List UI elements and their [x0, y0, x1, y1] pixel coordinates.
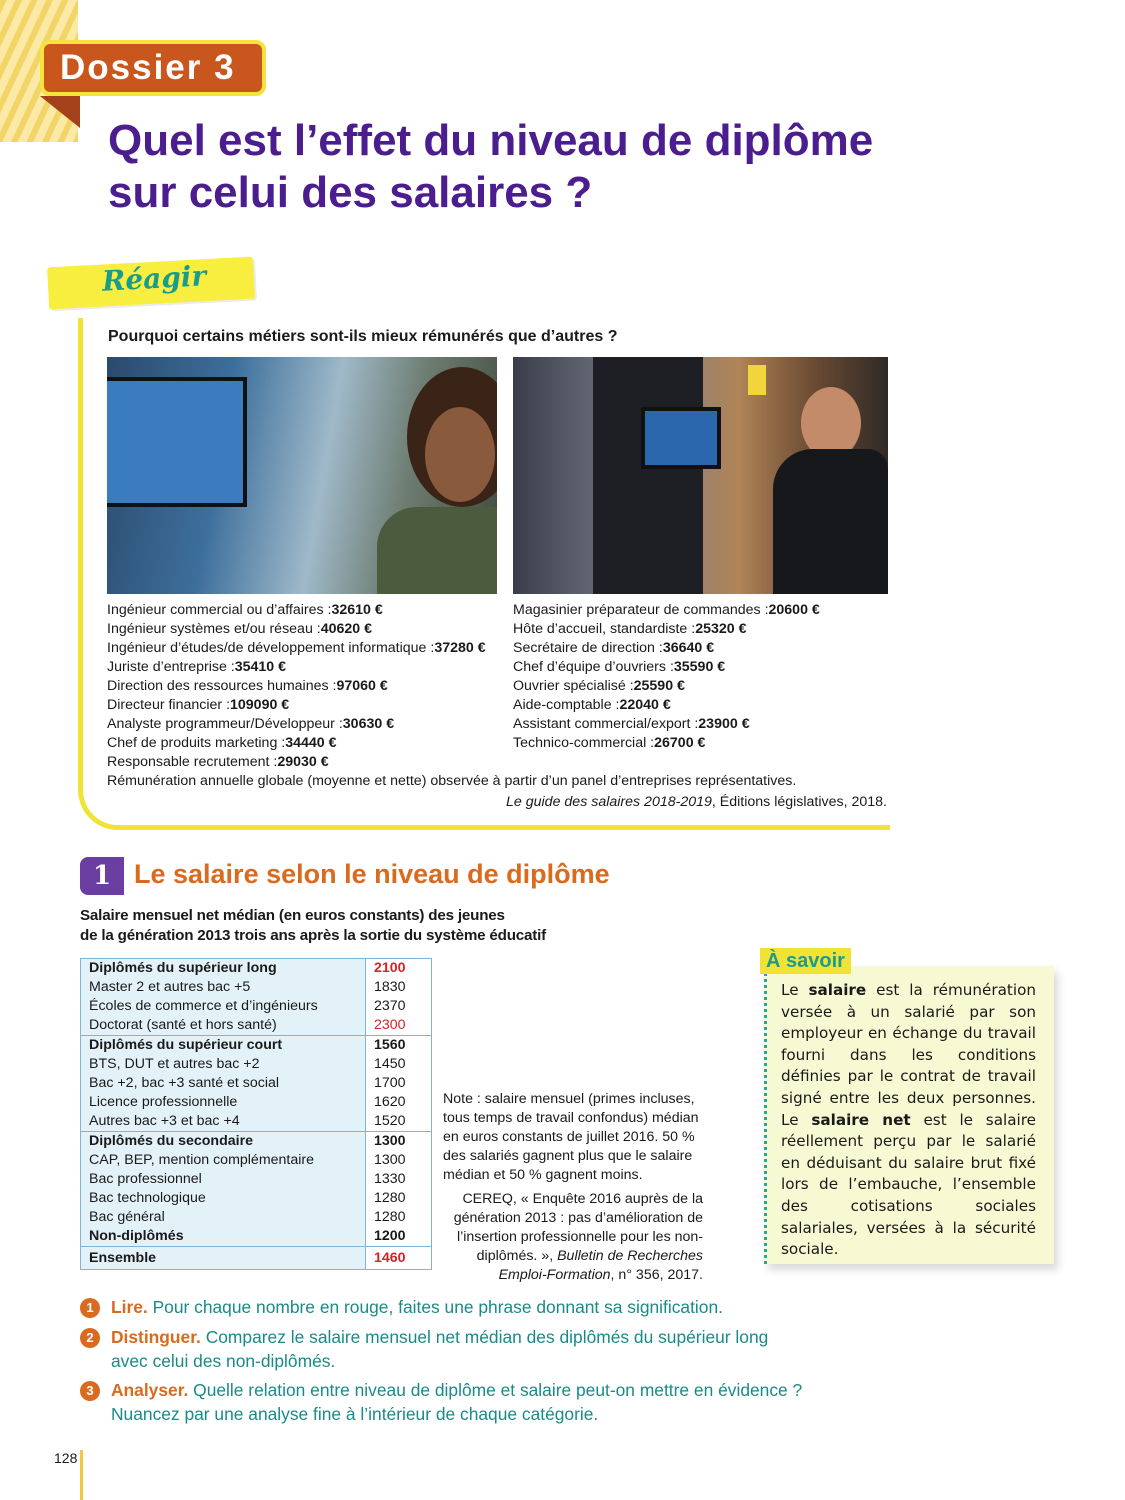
table-group — [81, 1132, 431, 1247]
table-cell-label: Bac professionnel — [81, 1170, 365, 1189]
job-title: Secrétaire de direction : — [513, 640, 663, 656]
job-salary: 30630 € — [342, 716, 395, 732]
job-salary: 97060 € — [336, 678, 388, 694]
table-cell-value: 1620 — [365, 1093, 431, 1112]
table-cell-label: BTS, DUT et autres bac +2 — [81, 1055, 365, 1074]
job-salary: 20600 € — [768, 602, 820, 618]
job-salary: 23900 € — [698, 716, 750, 732]
table-cell-value: 1300 — [365, 1151, 431, 1170]
savoir-t3: est le salaire réellement perçu par le salarié en déduisant du salaire brut fixé lors de l’embauche, l’ensemble des cotisations sociales salariales, versées à la sécurité sociale. — [781, 1110, 1037, 1259]
table-cell-value: 1300 — [365, 1132, 431, 1151]
page-bar — [80, 1450, 83, 1500]
job-title: Ingénieur d’études/de développement informatique : — [107, 640, 435, 656]
job-salary-item — [513, 715, 893, 734]
question-verb: Distinguer. — [111, 1327, 201, 1347]
table-row — [81, 1132, 431, 1151]
job-salary-item — [107, 696, 507, 715]
table-cell-value: 2100 — [365, 959, 431, 978]
job-salary: 40620 € — [320, 621, 373, 637]
reagir-question: Pourquoi certains métiers sont-ils mieux rémunérés que d’autres ? — [108, 328, 618, 345]
job-title: Ouvrier spécialisé : — [513, 678, 634, 694]
job-salary-item — [513, 658, 893, 677]
table-cell-label: Licence professionnelle — [81, 1093, 365, 1112]
table-caption — [80, 906, 580, 946]
cereq-source — [430, 1190, 703, 1285]
table-row — [81, 1074, 431, 1093]
table-cell-value: 1280 — [365, 1189, 431, 1208]
table-row — [81, 1036, 431, 1055]
page-number: 128 — [54, 1450, 78, 1466]
table-cell-value: 1700 — [365, 1074, 431, 1093]
table-cell-label: Bac technologique — [81, 1189, 365, 1208]
section-title: Le salaire selon le niveau de diplôme — [134, 859, 610, 889]
cereq-source-pre: CEREQ, « Enquête 2016 auprès de la génération 2013 : pas d’amélioration de l’insertion professionnelle pour les non-diplômés. », — [453, 1191, 703, 1264]
table-row — [81, 1170, 431, 1189]
guide-source-title: Le guide des salaires 2018-2019 — [506, 794, 712, 810]
table-note: Note : salaire mensuel (primes incluses, tous temps de travail confondus) médian en euros constants de juillet 2016. 50 % des salariés gagnent plus que le salaire médian et 50 % gagnent moins. — [443, 1091, 699, 1183]
question-number: 2 — [80, 1328, 100, 1348]
table-cell-label: Diplômés du secondaire — [81, 1132, 365, 1151]
job-salary: 37280 € — [434, 640, 486, 656]
savoir-t1: Le — [781, 981, 809, 999]
table-cell-value: 2370 — [365, 997, 431, 1016]
job-title: Chef de produits marketing : — [107, 735, 286, 751]
table-cell-label: Autres bac +3 et bac +4 — [81, 1112, 365, 1131]
table-cell-label: Non-diplômés — [81, 1227, 365, 1246]
question-number: 3 — [80, 1381, 100, 1401]
job-salary-item — [107, 734, 507, 753]
job-salary: 32610 € — [331, 602, 383, 618]
question-item — [80, 1325, 780, 1373]
question-text: Pour chaque nombre en rouge, faites une phrase donnant sa signification. — [147, 1297, 723, 1317]
table-row — [81, 1189, 431, 1208]
table-cell-label: Bac général — [81, 1208, 365, 1227]
guide-source — [506, 794, 887, 810]
job-title: Responsable recrutement : — [107, 754, 278, 770]
job-salary: 29030 € — [277, 754, 329, 770]
cereq-source-post: , n° 356, 2017. — [610, 1267, 703, 1283]
job-title: Magasinier préparateur de commandes : — [513, 602, 769, 618]
table-cell-value: 1560 — [365, 1036, 431, 1055]
salary-table — [80, 958, 432, 1270]
savoir-term-salaire: salaire — [808, 981, 867, 999]
table-cell-value: 1330 — [365, 1170, 431, 1189]
table-row — [81, 978, 431, 997]
dossier-tab: Dossier 3 — [40, 40, 266, 96]
savoir-label: À savoir — [760, 948, 851, 974]
job-title: Direction des ressources humaines : — [107, 678, 337, 694]
question-text: Quelle relation entre niveau de diplôme et salaire peut-on mettre en évidence ? Nuancez par une analyse fine à l’intérieur de chaque catégorie. — [111, 1380, 803, 1424]
caption-line-1: Salaire mensuel net médian (en euros constants) des jeunes — [80, 907, 505, 924]
job-salary-item — [513, 734, 893, 753]
table-cell-value: 1280 — [365, 1208, 431, 1227]
table-cell-label: Bac +2, bac +3 santé et social — [81, 1074, 365, 1093]
savoir-term-salaire-net: salaire net — [811, 1110, 911, 1129]
job-salary: 35590 € — [673, 659, 726, 675]
job-salary: 26700 € — [654, 735, 706, 751]
caption-line-2: de la génération 2013 trois ans après la sortie du système éducatif — [80, 927, 547, 944]
table-cell-value: 1520 — [365, 1112, 431, 1131]
title-line-2: sur celui des salaires ? — [108, 168, 593, 217]
table-cell-value: 1200 — [365, 1227, 431, 1246]
reagir-label: Réagir — [101, 259, 207, 298]
table-cell-label: Doctorat (santé et hors santé) — [81, 1016, 365, 1035]
title-line-1: Quel est l’effet du niveau de diplôme — [108, 116, 874, 165]
cereq-source-journal: Bulletin de Recherches Emploi-Formation — [498, 1248, 703, 1283]
job-salary-item — [107, 620, 507, 639]
job-salary: 25320 € — [695, 621, 747, 637]
table-cell-value: 1460 — [365, 1247, 431, 1269]
table-cell-label: Écoles de commerce et d’ingénieurs — [81, 997, 365, 1016]
table-row — [81, 1247, 431, 1269]
job-salary-item — [513, 696, 893, 715]
job-salary-item — [107, 639, 507, 658]
question-verb: Analyser. — [111, 1380, 189, 1400]
job-salary-list-right — [513, 601, 893, 753]
job-title: Aide-comptable : — [513, 697, 620, 713]
job-title: Assistant commercial/export : — [513, 716, 699, 732]
job-salary: 109090 € — [230, 697, 290, 713]
job-title: Chef d’équipe d’ouvriers : — [513, 659, 674, 675]
question-verb: Lire. — [111, 1297, 148, 1317]
table-cell-label: Master 2 et autres bac +5 — [81, 978, 365, 997]
table-cell-label: Diplômés du supérieur court — [81, 1036, 365, 1055]
table-group — [81, 1036, 431, 1132]
table-row — [81, 1112, 431, 1131]
job-salary-item — [513, 601, 893, 620]
job-title: Technico-commercial : — [513, 735, 655, 751]
job-salary: 36640 € — [662, 640, 715, 656]
section-number: 1 — [80, 857, 124, 895]
job-salary: 22040 € — [619, 697, 671, 713]
job-salary-item — [107, 715, 507, 734]
job-salary-item — [107, 658, 507, 677]
remuneration-note: Rémunération annuelle globale (moyenne et nette) observée à partir d’un panel d’entreprises représentatives. — [107, 773, 797, 789]
table-row — [81, 1093, 431, 1112]
table-row — [81, 1208, 431, 1227]
job-title: Hôte d’accueil, standardiste : — [513, 621, 696, 637]
table-cell-value: 1450 — [365, 1055, 431, 1074]
savoir-t2: est la rémunération versée à un salarié par son employeur en échange du travail fourni dans les conditions définies par le contrat de travail signé entre les deux personnes. Le — [781, 981, 1036, 1129]
table-row — [81, 1151, 431, 1170]
table-row — [81, 997, 431, 1016]
question-item — [80, 1378, 820, 1426]
job-salary: 35410 € — [234, 659, 287, 675]
job-salary-item — [513, 677, 893, 696]
table-row — [81, 1016, 431, 1035]
table-cell-label: Ensemble — [81, 1247, 365, 1269]
job-salary-item — [107, 601, 507, 620]
table-cell-value: 1830 — [365, 978, 431, 997]
question-text: Comparez le salaire mensuel net médian des diplômés du supérieur long avec celui des non-diplômés. — [111, 1327, 769, 1371]
question-number: 1 — [80, 1298, 100, 1318]
job-title: Ingénieur systèmes et/ou réseau : — [107, 621, 321, 637]
table-cell-value: 2300 — [365, 1016, 431, 1035]
table-cell-label: CAP, BEP, mention complémentaire — [81, 1151, 365, 1170]
page-title — [108, 115, 1008, 219]
table-row — [81, 959, 431, 978]
job-title: Analyste programmeur/Développeur : — [107, 716, 343, 732]
job-salary-item — [513, 639, 893, 658]
job-salary-item — [107, 677, 507, 696]
job-salary-item — [107, 753, 507, 772]
job-salary: 34440 € — [285, 735, 337, 751]
job-salary-list-left — [107, 601, 507, 772]
table-row — [81, 1055, 431, 1074]
table-cell-label: Diplômés du supérieur long — [81, 959, 365, 978]
job-title: Juriste d’entreprise : — [107, 659, 235, 675]
job-title: Directeur financier : — [107, 697, 231, 713]
table-group — [81, 959, 431, 1036]
savoir-text — [781, 980, 1036, 1261]
tab-fold — [40, 96, 80, 128]
photo-office-worker — [107, 357, 497, 594]
photo-warehouse-worker — [513, 357, 888, 594]
table-row — [81, 1227, 431, 1246]
table-total-group — [81, 1247, 431, 1269]
job-title: Ingénieur commercial ou d’affaires : — [107, 602, 332, 618]
guide-source-rest: , Éditions législatives, 2018. — [711, 794, 887, 810]
job-salary: 25590 € — [633, 678, 685, 694]
job-salary-item — [513, 620, 893, 639]
question-item — [80, 1295, 800, 1319]
